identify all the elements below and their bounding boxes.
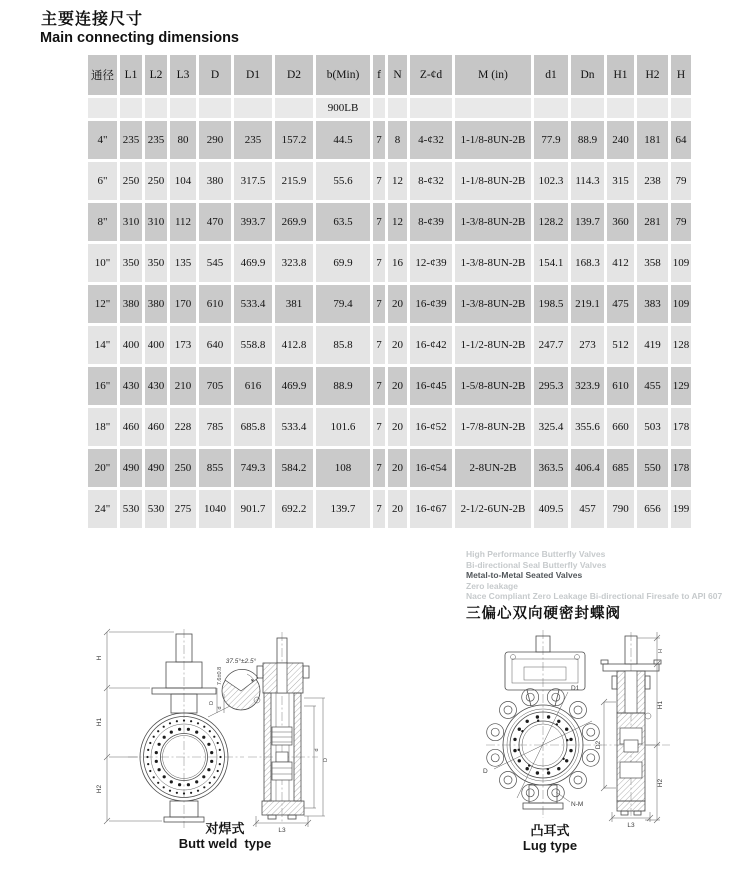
table-cell: 69.9 (316, 244, 370, 282)
table-cell: 1-3/8-8UN-2B (455, 244, 531, 282)
table-cell: 8-¢39 (410, 203, 452, 241)
dim-label-h: H (96, 655, 103, 661)
product-heading-zh: 三偏心双向硬密封蝶阀 (466, 606, 621, 622)
table-cell: 705 (199, 367, 231, 405)
table-cell: 533.4 (234, 285, 272, 323)
table-cell: 238 (637, 162, 668, 200)
table-cell: 310 (120, 203, 142, 241)
caption-butt-weld-en: Butt weld type (178, 836, 272, 851)
table-cell: 24" (88, 490, 117, 528)
table-cell: 129 (671, 367, 691, 405)
table-cell: 550 (637, 449, 668, 487)
table-cell: 325.4 (534, 408, 568, 446)
table-cell: 128 (671, 326, 691, 364)
table-cell: 114.3 (571, 162, 604, 200)
feature-line: Nace Compliant Zero Leakage Bi-directional Firesafe to API 607 (466, 591, 723, 601)
column-header: Z-¢d (410, 55, 452, 95)
table-cell: 16-¢67 (410, 490, 452, 528)
table-cell: 16-¢45 (410, 367, 452, 405)
table-cell: 295.3 (534, 367, 568, 405)
column-header: L3 (170, 55, 196, 95)
butt-weld-side-view (248, 632, 318, 822)
table-cell: 20 (388, 408, 407, 446)
table-cell: 235 (145, 121, 167, 159)
table-cell: 656 (637, 490, 668, 528)
table-cell: 406.4 (571, 449, 604, 487)
table-cell: 400 (145, 326, 167, 364)
table-cell: 80 (170, 121, 196, 159)
table-cell: 616 (234, 367, 272, 405)
column-header: b(Min) (316, 55, 370, 95)
table-cell: 7 (373, 203, 385, 241)
table-cell: 7 (373, 367, 385, 405)
dim-label-nm: N-M (571, 801, 584, 808)
dim-label-lug-h: H (658, 649, 664, 653)
feature-line: Metal-to-Metal Seated Valves (466, 570, 583, 580)
table-cell: 7 (373, 121, 385, 159)
table-cell: 290 (199, 121, 231, 159)
table-cell: 199 (671, 490, 691, 528)
pressure-class-cell: 900LB (316, 98, 370, 118)
table-cell: 210 (170, 367, 196, 405)
table-cell: 10" (88, 244, 117, 282)
table-cell: 139.7 (571, 203, 604, 241)
table-cell: 128.2 (534, 203, 568, 241)
table-cell: 1-1/8-8UN-2B (455, 162, 531, 200)
table-cell: 4-¢32 (410, 121, 452, 159)
butt-weld-drawing (96, 629, 329, 834)
page-title-zh: 主要连接尺寸 (41, 11, 144, 28)
feature-line: Zero leakage (466, 580, 518, 591)
table-cell: 20" (88, 449, 117, 487)
table-cell: 381 (275, 285, 313, 323)
table-cell: 7 (373, 285, 385, 323)
table-cell: 198.5 (534, 285, 568, 323)
table-cell: 109 (671, 285, 691, 323)
table-cell: 108 (316, 449, 370, 487)
table-cell: 430 (145, 367, 167, 405)
table-cell: 240 (607, 121, 634, 159)
table-cell: 20 (388, 490, 407, 528)
table-cell: 1-1/8-8UN-2B (455, 121, 531, 159)
table-cell: 380 (199, 162, 231, 200)
table-cell: 18" (88, 408, 117, 446)
column-header: N (388, 55, 407, 95)
table-cell: 102.3 (534, 162, 568, 200)
table-cell: 135 (170, 244, 196, 282)
table-cell: 470 (199, 203, 231, 241)
table-cell: 2-8UN-2B (455, 449, 531, 487)
dim-label-d1: D1 (571, 685, 580, 692)
table-cell: 228 (170, 408, 196, 446)
table-cell: 4" (88, 121, 117, 159)
table-cell: 20 (388, 449, 407, 487)
table-cell: 250 (170, 449, 196, 487)
table-cell: 363.5 (534, 449, 568, 487)
table-cell: 503 (637, 408, 668, 446)
dim-label-d: D (483, 768, 488, 775)
dim-label-h2: H2 (96, 784, 103, 794)
table-cell: 14" (88, 326, 117, 364)
table-cell: 16-¢42 (410, 326, 452, 364)
table-cell: 273 (571, 326, 604, 364)
column-header: d1 (534, 55, 568, 95)
caption-lug-en: Lug type (522, 838, 578, 853)
table-cell: 275 (170, 490, 196, 528)
table-cell: 219.1 (571, 285, 604, 323)
table-cell: 269.9 (275, 203, 313, 241)
table-cell: 281 (637, 203, 668, 241)
table-cell: 460 (120, 408, 142, 446)
table-cell: 640 (199, 326, 231, 364)
table-cell: 16-¢39 (410, 285, 452, 323)
table-cell: 16-¢54 (410, 449, 452, 487)
table-cell: 178 (671, 449, 691, 487)
table-cell: 8-¢32 (410, 162, 452, 200)
table-cell: 7 (373, 326, 385, 364)
table-cell: 181 (637, 121, 668, 159)
column-header: D1 (234, 55, 272, 95)
column-header: M (in) (455, 55, 531, 95)
dim-label-side-inner: d (314, 748, 320, 752)
column-header: f (373, 55, 385, 95)
table-cell: 1-5/8-8UN-2B (455, 367, 531, 405)
table-cell: 12" (88, 285, 117, 323)
table-cell: 173 (170, 326, 196, 364)
table-cell: 104 (170, 162, 196, 200)
dim-label-d2: D2 (595, 740, 602, 750)
table-cell: 610 (199, 285, 231, 323)
caption-butt-weld-zh: 对焊式 (205, 821, 245, 836)
seat-angle-label: 37.5°±2.5° (225, 658, 257, 665)
table-cell: 170 (170, 285, 196, 323)
table-cell: 317.5 (234, 162, 272, 200)
table-cell: 430 (120, 367, 142, 405)
table-cell: 88.9 (316, 367, 370, 405)
table-cell: 112 (170, 203, 196, 241)
table-cell: 77.9 (534, 121, 568, 159)
dim-label-d-neck: D (209, 701, 215, 705)
dim-label-side-outer: D (323, 758, 329, 762)
table-cell: 250 (120, 162, 142, 200)
table-cell: 692.2 (275, 490, 313, 528)
caption-lug-zh: 凸耳式 (530, 823, 570, 838)
table-cell: 383 (637, 285, 668, 323)
column-header: D (199, 55, 231, 95)
seat-dim-label: 7.6±0.8 (217, 666, 223, 686)
table-cell: 545 (199, 244, 231, 282)
table-cell: 360 (607, 203, 634, 241)
table-cell: 235 (234, 121, 272, 159)
table-cell: 44.5 (316, 121, 370, 159)
table-cell: 749.3 (234, 449, 272, 487)
table-cell: 12-¢39 (410, 244, 452, 282)
table-cell: 358 (637, 244, 668, 282)
table-cell: 393.7 (234, 203, 272, 241)
table-cell: 16 (388, 244, 407, 282)
table-cell: 7 (373, 490, 385, 528)
table-cell: 901.7 (234, 490, 272, 528)
table-cell: 350 (145, 244, 167, 282)
column-header: Dn (571, 55, 604, 95)
table-cell: 460 (145, 408, 167, 446)
table-cell: 1-7/8-8UN-2B (455, 408, 531, 446)
table-cell: 355.6 (571, 408, 604, 446)
dim-label-lug-h1: H1 (657, 700, 664, 710)
table-cell: 315 (607, 162, 634, 200)
table-cell: 63.5 (316, 203, 370, 241)
table-cell: 250 (145, 162, 167, 200)
table-cell: 400 (120, 326, 142, 364)
table-cell: 7 (373, 449, 385, 487)
table-cell: 7 (373, 408, 385, 446)
column-header: L1 (120, 55, 142, 95)
table-cell: 380 (120, 285, 142, 323)
table-cell: 79 (671, 203, 691, 241)
table-cell: 20 (388, 285, 407, 323)
table-cell: 1-3/8-8UN-2B (455, 203, 531, 241)
table-cell: 412 (607, 244, 634, 282)
column-header: H (671, 55, 691, 95)
page-title-en: Main connecting dimensions (40, 30, 239, 46)
table-cell: 610 (607, 367, 634, 405)
table-cell: 85.8 (316, 326, 370, 364)
table-cell: 7 (373, 244, 385, 282)
table-cell: 16-¢52 (410, 408, 452, 446)
table-cell: 101.6 (316, 408, 370, 446)
lug-side-view (598, 632, 670, 816)
table-cell: 88.9 (571, 121, 604, 159)
table-cell: 55.6 (316, 162, 370, 200)
table-cell: 8" (88, 203, 117, 241)
table-cell: 584.2 (275, 449, 313, 487)
caption-lug (482, 823, 618, 853)
dim-label-h1: H1 (96, 717, 103, 727)
table-cell: 323.8 (275, 244, 313, 282)
table-cell: 12 (388, 162, 407, 200)
table-cell: 178 (671, 408, 691, 446)
table-cell: 412.8 (275, 326, 313, 364)
column-header: H2 (637, 55, 668, 95)
lug-drawing (483, 630, 670, 829)
table-cell: 558.8 (234, 326, 272, 364)
table-cell: 490 (145, 449, 167, 487)
table-cell: 380 (145, 285, 167, 323)
table-cell: 855 (199, 449, 231, 487)
table-cell: 419 (637, 326, 668, 364)
dim-label-lug-l3: L3 (627, 822, 635, 829)
table-cell: 139.7 (316, 490, 370, 528)
column-header: 通径 (88, 55, 117, 95)
table-cell: 475 (607, 285, 634, 323)
table-cell: 1-1/2-8UN-2B (455, 326, 531, 364)
column-header: D2 (275, 55, 313, 95)
table-cell: 79.4 (316, 285, 370, 323)
table-cell: 455 (637, 367, 668, 405)
table-cell: 247.7 (534, 326, 568, 364)
table-cell: 469.9 (234, 244, 272, 282)
dim-label-l3-left: L3 (278, 827, 286, 834)
table-cell: 310 (145, 203, 167, 241)
feature-line: High Performance Butterfly Valves (466, 549, 606, 559)
table-cell: 235 (120, 121, 142, 159)
table-cell: 79 (671, 162, 691, 200)
table-cell: 1-3/8-8UN-2B (455, 285, 531, 323)
table-cell: 8 (388, 121, 407, 159)
column-header: H1 (607, 55, 634, 95)
table-cell: 790 (607, 490, 634, 528)
table-cell: 685 (607, 449, 634, 487)
table-cell: 350 (120, 244, 142, 282)
table-cell: 785 (199, 408, 231, 446)
seat-angle-detail (208, 657, 260, 717)
table-cell: 157.2 (275, 121, 313, 159)
table-cell: 154.1 (534, 244, 568, 282)
table-cell: 109 (671, 244, 691, 282)
caption-butt-weld (150, 821, 300, 851)
table-cell: 2-1/2-6UN-2B (455, 490, 531, 528)
table-cell: 215.9 (275, 162, 313, 200)
feature-line: Bi-directional Seal Butterfly Valves (466, 559, 607, 570)
table-cell: 323.9 (571, 367, 604, 405)
table-cell: 409.5 (534, 490, 568, 528)
table-cell: 1040 (199, 490, 231, 528)
table-cell: 20 (388, 326, 407, 364)
table-cell: 530 (120, 490, 142, 528)
table-cell: 660 (607, 408, 634, 446)
table-cell: 512 (607, 326, 634, 364)
table-cell: 20 (388, 367, 407, 405)
table-cell: 533.4 (275, 408, 313, 446)
table-cell: 16" (88, 367, 117, 405)
column-header: L2 (145, 55, 167, 95)
dim-label-d-small: d (217, 706, 223, 710)
table-cell: 490 (120, 449, 142, 487)
table-cell: 64 (671, 121, 691, 159)
table-cell: 168.3 (571, 244, 604, 282)
table-cell: 6" (88, 162, 117, 200)
table-cell: 530 (145, 490, 167, 528)
table-cell: 457 (571, 490, 604, 528)
dim-label-lug-h2: H2 (657, 778, 664, 788)
table-cell: 12 (388, 203, 407, 241)
table-cell: 685.8 (234, 408, 272, 446)
table-cell: 7 (373, 162, 385, 200)
table-cell: 469.9 (275, 367, 313, 405)
